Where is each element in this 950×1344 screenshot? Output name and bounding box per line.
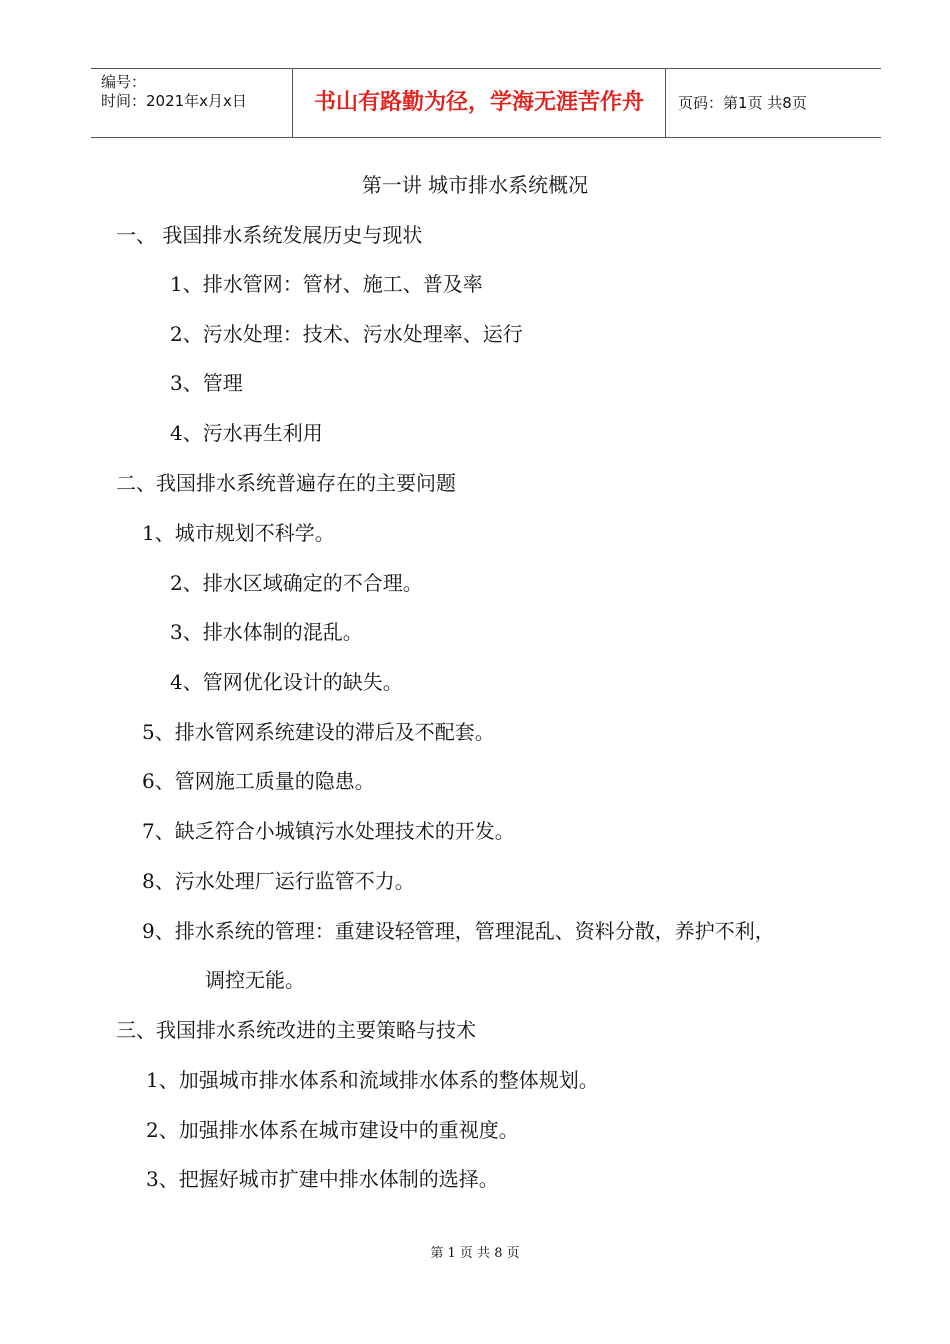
list-item: 1、城市规划不科学。	[142, 521, 335, 545]
header-motto-cell	[292, 69, 666, 137]
list-item: 5、排水管网系统建设的滞后及不配套。	[142, 720, 495, 744]
page-code: 页码：第1页 共8页	[678, 94, 807, 112]
document-title: 第一讲 城市排水系统概况	[361, 173, 589, 197]
list-item: 1、加强城市排水体系和流域排水体系的整体规划。	[146, 1068, 599, 1092]
section-heading-1: 一、 我国排水系统发展历史与现状	[116, 223, 423, 247]
list-item: 4、污水再生利用	[170, 421, 323, 445]
document-date-label: 时间：2021年x月x日	[101, 92, 247, 110]
list-item: 4、管网优化设计的缺失。	[170, 670, 403, 694]
section-heading-3: 三、我国排水系统改进的主要策略与技术	[116, 1018, 476, 1042]
header-page-cell	[666, 69, 881, 137]
list-item: 3、管理	[170, 371, 243, 395]
list-item: 2、加强排水体系在城市建设中的重视度。	[146, 1118, 519, 1142]
motto-text: 书山有路勤为径，学海无涯苦作舟	[313, 90, 644, 115]
page-footer: 第 1 页 共 8 页	[430, 1246, 520, 1261]
document-number-label: 编号：	[101, 73, 147, 91]
list-item: 2、污水处理：技术、污水处理率、运行	[170, 322, 523, 346]
page-header	[91, 68, 881, 138]
header-meta-cell	[91, 69, 292, 137]
list-item: 7、缺乏符合小城镇污水处理技术的开发。	[142, 819, 515, 843]
section-heading-2: 二、我国排水系统普遍存在的主要问题	[116, 471, 456, 495]
list-item: 9、排水系统的管理：重建设轻管理，管理混乱、资料分散，养护不利，	[142, 919, 775, 943]
list-item: 6、管网施工质量的隐患。	[142, 769, 375, 793]
list-item-continuation: 调控无能。	[205, 968, 305, 992]
list-item: 3、排水体制的混乱。	[170, 620, 363, 644]
list-item: 1、排水管网：管材、施工、普及率	[170, 272, 483, 296]
list-item: 3、把握好城市扩建中排水体制的选择。	[146, 1167, 499, 1191]
list-item: 2、排水区域确定的不合理。	[170, 571, 423, 595]
list-item: 8、污水处理厂运行监管不力。	[142, 869, 415, 893]
